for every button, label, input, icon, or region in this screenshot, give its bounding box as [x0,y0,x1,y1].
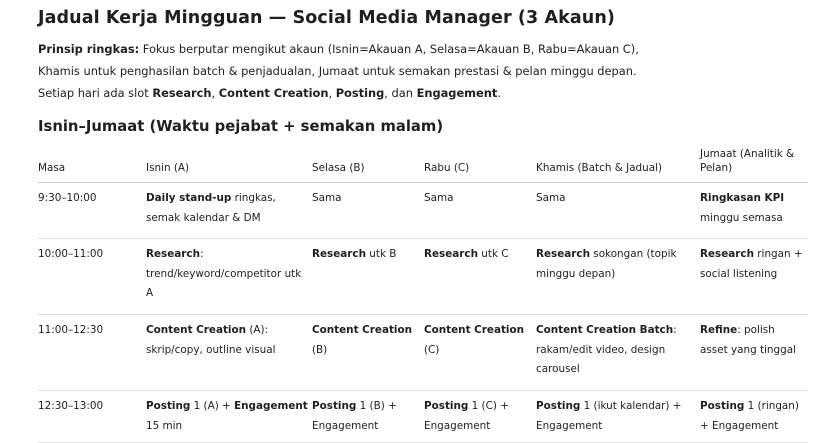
cell-bold: Refine [700,324,738,336]
principle-label: Prinsip ringkas: [38,42,140,56]
cell-wednesday [424,315,536,391]
principle-text: Fokus berputar mengikut akaun (Isnin=Akauan A, Selasa=Akauan B, Rabu=Akauan C), [139,42,639,56]
cell-monday [146,239,312,315]
cell-bold: Content Creation [312,324,413,336]
cell-text: sokongan (topik minggu depan) [536,248,677,280]
header-tuesday: Selasa (B) [312,146,424,183]
cell-time: 12:30–13:00 [38,391,146,443]
cell-tuesday [312,239,424,315]
cell-tuesday [312,391,424,443]
cell-text: (A): skrip/copy, outline visual [146,324,276,356]
cell-bold: Content Creation [424,324,525,336]
cell-friday [700,391,808,443]
header-thursday: Khamis (Batch & Jadual) [536,146,700,183]
cell-text: minggu semasa [700,211,783,224]
cell-bold: Research [536,248,590,260]
cell-bold: Research [312,248,366,260]
cell-bold: Ringkasan KPI [700,192,785,204]
cell-bold: Posting [700,400,745,412]
slot-content-creation: Content Creation [218,86,329,100]
header-wednesday: Rabu (C) [424,146,536,183]
cell-text: utk B [365,248,397,260]
cell-friday [700,239,808,315]
table-row [38,239,808,315]
cell-tuesday: Sama [312,183,424,239]
cell-text: 15 min [146,419,183,432]
separator: , dan [384,86,417,100]
cell-wednesday [424,391,536,443]
cell-bold: Research [700,248,754,260]
intro-line-3-prefix: Setiap hari ada slot [38,86,153,100]
slot-research: Research [152,86,212,100]
slot-engagement: Engagement [416,86,498,100]
intro-line-3 [38,82,818,104]
cell-time: 10:00–11:00 [38,239,146,315]
cell-thursday [536,239,700,315]
cell-bold: Posting [312,400,357,412]
cell-text: 1 (A) + [190,400,235,412]
cell-thursday [536,391,700,443]
cell-text: 1 (ringan) + Engagement [700,400,799,432]
cell-monday [146,315,312,391]
cell-text: 1 (ikut kalendar) + Engagement [536,400,682,432]
separator: , [328,86,336,100]
cell-text: ringan + social listening [700,248,803,280]
cell-tuesday [312,315,424,391]
cell-text: 1 (C) + Engagement [424,400,509,432]
cell-monday [146,391,312,443]
cell-text: (B) [312,343,328,356]
slot-posting: Posting [335,86,385,100]
cell-bold: Daily stand-up [146,192,232,204]
table-row [38,183,808,239]
intro-line-2-text: Khamis untuk penghasilan batch & penjadualan, Jumaat untuk semakan prestasi & pelan minggu depan. [38,64,637,78]
cell-bold: Posting [424,400,469,412]
cell-bold: Posting [536,400,581,412]
table-row [38,391,808,443]
cell-bold: Research [424,248,478,260]
cell-thursday [536,315,700,391]
table-row [38,315,808,391]
cell-bold: Research [146,248,200,260]
cell-text: utk C [477,248,509,260]
table-header-row [38,146,808,183]
cell-time: 11:00–12:30 [38,315,146,391]
cell-bold: Posting [146,400,191,412]
intro-line-3-suffix: . [497,86,501,100]
cell-text: : trend/keyword/competitor utk A [146,248,302,299]
cell-text: : polish asset yang tinggal [700,324,796,356]
intro-line-1 [38,38,818,60]
cell-time: 9:30–10:00 [38,183,146,239]
cell-thursday: Sama [536,183,700,239]
separator: , [211,86,219,100]
cell-wednesday [424,239,536,315]
cell-friday [700,315,808,391]
section-heading: Isnin–Jumaat (Waktu pejabat + semakan malam) [38,118,444,135]
cell-bold: Content Creation [146,324,247,336]
intro-line-2 [38,60,818,82]
header-friday: Jumaat (Analitik & Pelan) [700,146,808,183]
cell-monday [146,183,312,239]
cell-text: ringkas, semak kalendar & DM [146,192,276,224]
cell-text: (C) [424,343,440,356]
header-monday: Isnin (A) [146,146,312,183]
cell-bold: Content Creation Batch [536,324,674,336]
cell-friday [700,183,808,239]
cell-wednesday: Sama [424,183,536,239]
cell-text: 1 (B) + Engagement [312,400,397,432]
page-title: Jadual Kerja Mingguan — Social Media Manager (3 Akaun) [38,8,615,28]
cell-bold: Engagement [234,400,308,412]
weekly-schedule-table [38,146,808,443]
header-time: Masa [38,146,146,183]
intro-paragraph [38,38,818,104]
cell-text: : rakam/edit video, design carousel [536,324,677,375]
